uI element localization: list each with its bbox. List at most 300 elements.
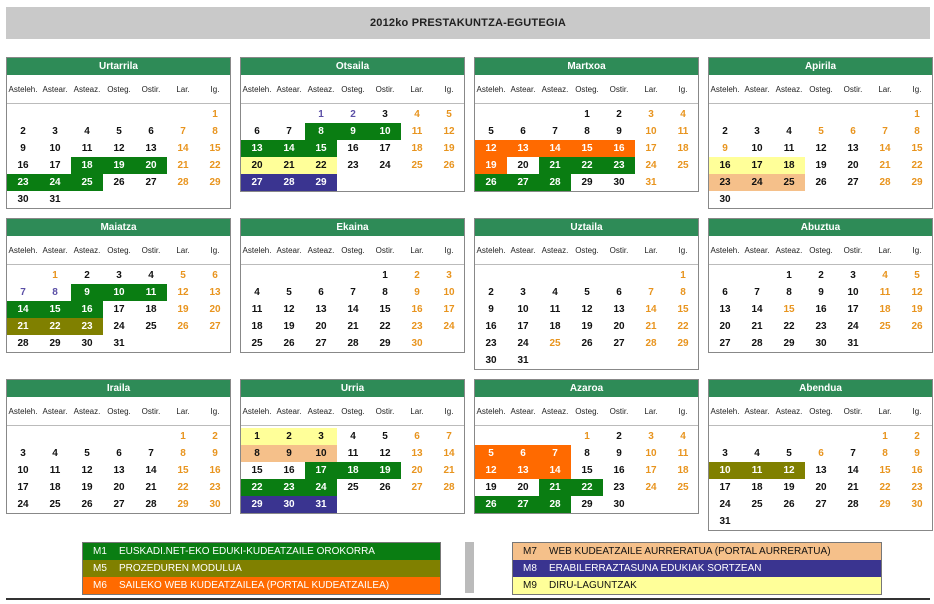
legend-item-m8 [513, 560, 881, 577]
day-cell: 9 [616, 126, 622, 137]
weekday-label: Asteleh. [242, 406, 272, 416]
weekday-label: Asteleh. [710, 406, 740, 416]
day-cell: 30 [911, 499, 923, 510]
day-cell: 4 [254, 287, 260, 298]
day-cell: 7 [754, 287, 760, 298]
day-cell: 5 [180, 270, 186, 281]
weekday-row [709, 236, 932, 265]
day-cell: 19 [81, 482, 93, 493]
weekday-label: Ostir. [141, 406, 161, 416]
month-name: Apirila [709, 58, 932, 75]
day-cell: 24 [443, 321, 455, 332]
day-cell: 24 [379, 160, 391, 171]
weekday-label: Asteaz. [541, 245, 569, 255]
day-cell: 3 [382, 109, 388, 120]
day-cell: 6 [254, 126, 260, 137]
weekday-label: Ig. [210, 245, 220, 255]
weekday-label: Ig. [912, 406, 922, 416]
legend-item-m7 [513, 543, 881, 560]
day-cell: 6 [818, 448, 824, 459]
day-cell: 15 [879, 465, 891, 476]
weekday-label: Osteg. [107, 406, 131, 416]
day-cell: 23 [709, 174, 741, 191]
legend-text: SAILEKO WEB KUDEATZAILEA (PORTAL KUDEATZAILEA) [119, 580, 390, 591]
month-iraila [6, 379, 231, 514]
day-cell: 8 [914, 126, 920, 137]
weekday-label: Astear. [276, 245, 302, 255]
day-cell: 4 [680, 431, 686, 442]
legend-separator [465, 542, 474, 593]
day-cell: 19 [485, 482, 497, 493]
day-cell: 21 [443, 465, 455, 476]
day-cell: 7 [350, 287, 356, 298]
month-name: Ekaina [241, 219, 464, 236]
day-cell: 19 [103, 157, 135, 174]
day-cell: 17 [741, 157, 773, 174]
day-cell: 20 [411, 465, 423, 476]
weekday-label: Lar. [410, 406, 424, 416]
day-cell: 15 [571, 140, 603, 157]
day-cell: 10 [517, 304, 529, 315]
day-cell: 28 [539, 496, 571, 513]
day-cell: 13 [613, 304, 625, 315]
day-cell: 23 [411, 321, 423, 332]
weekday-label: Asteaz. [541, 406, 569, 416]
day-cell: 7 [882, 126, 888, 137]
day-cell: 4 [84, 126, 90, 137]
day-cell: 8 [584, 126, 590, 137]
weekday-label: Ig. [444, 245, 454, 255]
day-cell: 11 [677, 448, 689, 459]
day-cell: 29 [177, 499, 189, 510]
day-cell: 21 [879, 160, 891, 171]
day-cell: 7 [648, 287, 654, 298]
weekday-label: Osteg. [575, 245, 599, 255]
day-cell: 28 [443, 482, 455, 493]
day-cell: 1 [786, 270, 792, 281]
weekday-label: Ostir. [609, 245, 629, 255]
day-cell: 12 [581, 304, 593, 315]
weekday-row [709, 75, 932, 104]
day-cell: 1 [241, 428, 273, 445]
day-cell: 8 [180, 448, 186, 459]
weekday-label: Asteleh. [8, 84, 38, 94]
month-name: Azaroa [475, 380, 698, 397]
day-cell: 6 [520, 126, 526, 137]
day-cell: 5 [914, 270, 920, 281]
weekday-label: Ig. [912, 84, 922, 94]
day-cell: 21 [751, 321, 763, 332]
day-cell: 23 [209, 482, 221, 493]
day-cell: 13 [507, 462, 539, 479]
day-cell: 17 [49, 160, 61, 171]
weekday-label: Osteg. [107, 245, 131, 255]
day-cell: 5 [382, 431, 388, 442]
day-cell: 15 [209, 143, 221, 154]
day-cell: 2 [350, 109, 356, 120]
day-cell: 5 [446, 109, 452, 120]
day-cell: 13 [815, 465, 827, 476]
day-cell: 20 [315, 321, 327, 332]
day-cell: 11 [81, 143, 93, 154]
weekday-label: Asteaz. [775, 84, 803, 94]
weekday-label: Lar. [410, 84, 424, 94]
weekday-label: Asteleh. [476, 245, 506, 255]
day-cell: 23 [7, 174, 39, 191]
day-cell: 24 [847, 321, 859, 332]
day-cell: 18 [677, 143, 689, 154]
day-cell: 16 [71, 301, 103, 318]
day-cell: 31 [49, 194, 61, 205]
month-otsaila [240, 57, 465, 192]
month-name: Martxoa [475, 58, 698, 75]
month-urtarrila [6, 57, 231, 209]
day-cell: 6 [414, 431, 420, 442]
day-cell: 16 [603, 140, 635, 157]
day-cell: 2 [616, 109, 622, 120]
day-cell: 5 [116, 126, 122, 137]
day-cell: 13 [411, 448, 423, 459]
day-cell: 19 [443, 143, 455, 154]
day-cell: 21 [347, 321, 359, 332]
legend-text: PROZEDUREN MODULUA [119, 563, 242, 574]
day-cell: 19 [911, 304, 923, 315]
day-cell: 29 [911, 177, 923, 188]
day-cell: 24 [17, 499, 29, 510]
day-cell: 11 [251, 304, 263, 315]
month-name: Urria [241, 380, 464, 397]
month-apirila [708, 57, 933, 209]
day-cell: 8 [680, 287, 686, 298]
day-cell: 13 [847, 143, 859, 154]
weekday-label: Ig. [678, 406, 688, 416]
month-azaroa [474, 379, 699, 514]
day-cell: 30 [485, 355, 497, 366]
day-cell: 3 [446, 270, 452, 281]
month-abendua [708, 379, 933, 531]
day-cell: 3 [520, 287, 526, 298]
day-cell: 29 [379, 338, 391, 349]
day-cell: 28 [539, 174, 571, 191]
month-name: Otsaila [241, 58, 464, 75]
day-cell: 15 [379, 304, 391, 315]
day-cell: 21 [7, 318, 39, 335]
day-cell: 25 [677, 160, 689, 171]
weekday-label: Asteaz. [775, 406, 803, 416]
day-grid [709, 428, 932, 530]
day-cell: 22 [571, 157, 603, 174]
weekday-label: Lar. [878, 406, 892, 416]
day-cell: 10 [103, 284, 135, 301]
weekday-label: Asteaz. [307, 84, 335, 94]
weekday-label: Astear. [510, 406, 536, 416]
weekday-label: Astear. [276, 84, 302, 94]
day-cell: 13 [145, 143, 157, 154]
day-cell: 4 [148, 270, 154, 281]
day-cell: 12 [443, 126, 455, 137]
day-cell: 19 [177, 304, 189, 315]
day-cell: 5 [286, 287, 292, 298]
day-cell: 6 [318, 287, 324, 298]
weekday-label: Lar. [878, 245, 892, 255]
day-cell: 28 [273, 174, 305, 191]
day-cell: 16 [17, 160, 29, 171]
day-cell: 28 [145, 499, 157, 510]
weekday-label: Ig. [912, 245, 922, 255]
day-cell: 30 [209, 499, 221, 510]
day-cell: 3 [305, 428, 337, 445]
day-cell: 14 [847, 465, 859, 476]
day-cell: 30 [17, 194, 29, 205]
legend-item-m9 [513, 577, 881, 594]
weekday-label: Ostir. [375, 245, 395, 255]
day-cell: 16 [485, 321, 497, 332]
day-cell: 23 [815, 321, 827, 332]
day-cell: 22 [209, 160, 221, 171]
day-cell: 13 [507, 140, 539, 157]
day-cell: 24 [719, 499, 731, 510]
legend-item-m1 [83, 543, 440, 560]
day-cell: 17 [113, 304, 125, 315]
weekday-label: Osteg. [575, 84, 599, 94]
day-cell: 1 [914, 109, 920, 120]
day-cell: 29 [241, 496, 273, 513]
day-cell: 8 [786, 287, 792, 298]
day-cell: 10 [645, 126, 657, 137]
day-cell: 15 [581, 465, 593, 476]
day-cell: 3 [20, 448, 26, 459]
day-cell: 23 [911, 482, 923, 493]
day-cell: 10 [443, 287, 455, 298]
day-cell: 29 [783, 338, 795, 349]
day-cell: 4 [754, 448, 760, 459]
day-grid [7, 428, 230, 513]
day-cell: 30 [815, 338, 827, 349]
day-cell: 27 [507, 174, 539, 191]
legend-code: M7 [523, 546, 537, 557]
day-cell: 18 [337, 462, 369, 479]
month-name: Abendua [709, 380, 932, 397]
weekday-row [475, 75, 698, 104]
calendar-title: 2012ko PRESTAKUNTZA-EGUTEGIA [6, 7, 930, 39]
day-cell: 14 [645, 304, 657, 315]
weekday-label: Asteleh. [8, 245, 38, 255]
day-cell: 14 [539, 462, 571, 479]
day-cell: 27 [113, 499, 125, 510]
weekday-label: Astear. [744, 245, 770, 255]
weekday-label: Ostir. [609, 406, 629, 416]
day-cell: 1 [680, 270, 686, 281]
day-cell: 4 [680, 109, 686, 120]
legend-code: M5 [93, 563, 107, 574]
day-cell: 3 [850, 270, 856, 281]
day-cell: 1 [584, 431, 590, 442]
day-cell: 14 [879, 143, 891, 154]
day-cell: 29 [581, 177, 593, 188]
day-cell: 15 [251, 465, 263, 476]
day-cell: 19 [475, 157, 507, 174]
day-cell: 7 [20, 287, 26, 298]
day-cell: 16 [283, 465, 295, 476]
day-cell: 18 [49, 482, 61, 493]
day-cell: 9 [273, 445, 305, 462]
day-cell: 10 [709, 462, 741, 479]
day-cell: 8 [882, 448, 888, 459]
day-cell: 15 [911, 143, 923, 154]
day-cell: 23 [613, 482, 625, 493]
day-cell: 21 [177, 160, 189, 171]
day-cell: 20 [241, 157, 273, 174]
day-cell: 26 [581, 338, 593, 349]
day-cell: 20 [135, 157, 167, 174]
day-cell: 15 [305, 140, 337, 157]
day-cell: 9 [914, 448, 920, 459]
weekday-label: Osteg. [809, 406, 833, 416]
day-cell: 21 [847, 482, 859, 493]
weekday-label: Lar. [176, 406, 190, 416]
day-cell: 18 [71, 157, 103, 174]
weekday-label: Asteleh. [242, 245, 272, 255]
day-cell: 12 [475, 462, 507, 479]
day-cell: 1 [318, 109, 324, 120]
day-cell: 27 [315, 338, 327, 349]
day-cell: 3 [754, 126, 760, 137]
day-cell: 25 [677, 482, 689, 493]
weekday-row [241, 236, 464, 265]
day-cell: 22 [677, 321, 689, 332]
day-cell: 25 [145, 321, 157, 332]
weekday-label: Asteleh. [710, 245, 740, 255]
day-cell: 15 [177, 465, 189, 476]
day-cell: 30 [273, 496, 305, 513]
day-cell: 12 [815, 143, 827, 154]
weekday-label: Asteaz. [775, 245, 803, 255]
day-cell: 22 [305, 157, 337, 174]
day-cell: 13 [241, 140, 273, 157]
day-cell: 31 [517, 355, 529, 366]
day-cell: 7 [850, 448, 856, 459]
day-cell: 11 [741, 462, 773, 479]
day-cell: 26 [283, 338, 295, 349]
day-cell: 18 [677, 465, 689, 476]
day-cell: 28 [879, 177, 891, 188]
day-cell: 17 [645, 465, 657, 476]
day-cell: 6 [722, 287, 728, 298]
day-cell: 27 [847, 177, 859, 188]
day-cell: 21 [145, 482, 157, 493]
day-cell: 7 [180, 126, 186, 137]
day-grid [7, 106, 230, 208]
day-cell: 14 [539, 140, 571, 157]
day-cell: 28 [847, 499, 859, 510]
day-cell: 1 [212, 109, 218, 120]
weekday-label: Lar. [176, 84, 190, 94]
month-martxoa [474, 57, 699, 192]
day-grid [475, 428, 698, 513]
day-cell: 22 [571, 479, 603, 496]
legend-item-m5 [83, 560, 440, 577]
day-cell: 12 [283, 304, 295, 315]
weekday-label: Astear. [42, 245, 68, 255]
day-cell: 26 [783, 499, 795, 510]
day-cell: 22 [39, 318, 71, 335]
day-cell: 8 [382, 287, 388, 298]
weekday-label: Astear. [42, 406, 68, 416]
weekday-label: Lar. [644, 245, 658, 255]
day-cell: 18 [879, 304, 891, 315]
day-cell: 12 [113, 143, 125, 154]
day-cell: 30 [719, 194, 731, 205]
day-cell: 1 [382, 270, 388, 281]
day-grid [709, 106, 932, 208]
day-cell: 10 [847, 287, 859, 298]
weekday-row [7, 75, 230, 104]
day-cell: 11 [783, 143, 795, 154]
month-abuztua [708, 218, 933, 353]
weekday-label: Asteleh. [476, 84, 506, 94]
day-cell: 8 [584, 448, 590, 459]
day-cell: 17 [443, 304, 455, 315]
day-cell: 11 [135, 284, 167, 301]
day-cell: 14 [443, 448, 455, 459]
day-cell: 26 [911, 321, 923, 332]
day-cell: 14 [177, 143, 189, 154]
day-cell: 14 [273, 140, 305, 157]
day-cell: 24 [645, 160, 657, 171]
day-cell: 16 [709, 157, 741, 174]
day-cell: 16 [411, 304, 423, 315]
day-cell: 5 [488, 126, 494, 137]
day-cell: 27 [209, 321, 221, 332]
day-cell: 20 [517, 160, 529, 171]
weekday-label: Ostir. [609, 84, 629, 94]
weekday-label: Astear. [42, 84, 68, 94]
day-cell: 7 [552, 126, 558, 137]
weekday-label: Asteleh. [710, 84, 740, 94]
day-cell: 22 [177, 482, 189, 493]
day-cell: 31 [847, 338, 859, 349]
day-cell: 27 [613, 338, 625, 349]
day-cell: 22 [379, 321, 391, 332]
weekday-label: Astear. [510, 245, 536, 255]
day-cell: 14 [751, 304, 763, 315]
day-cell: 29 [305, 174, 337, 191]
day-cell: 26 [177, 321, 189, 332]
day-cell: 2 [84, 270, 90, 281]
weekday-label: Ig. [678, 84, 688, 94]
weekday-label: Ig. [444, 84, 454, 94]
weekday-row [475, 236, 698, 265]
day-cell: 5 [584, 287, 590, 298]
day-cell: 25 [751, 499, 763, 510]
day-cell: 3 [722, 448, 728, 459]
day-cell: 8 [52, 287, 58, 298]
day-cell: 17 [719, 482, 731, 493]
month-name: Urtarrila [7, 58, 230, 75]
day-cell: 21 [645, 321, 657, 332]
day-cell: 19 [815, 160, 827, 171]
day-cell: 27 [815, 499, 827, 510]
day-cell: 25 [411, 160, 423, 171]
day-cell: 9 [212, 448, 218, 459]
day-cell: 28 [645, 338, 657, 349]
day-cell: 23 [347, 160, 359, 171]
day-cell: 5 [475, 445, 507, 462]
day-cell: 25 [549, 338, 561, 349]
legend-right [512, 542, 882, 595]
day-cell: 21 [539, 157, 571, 174]
day-cell: 16 [209, 465, 221, 476]
